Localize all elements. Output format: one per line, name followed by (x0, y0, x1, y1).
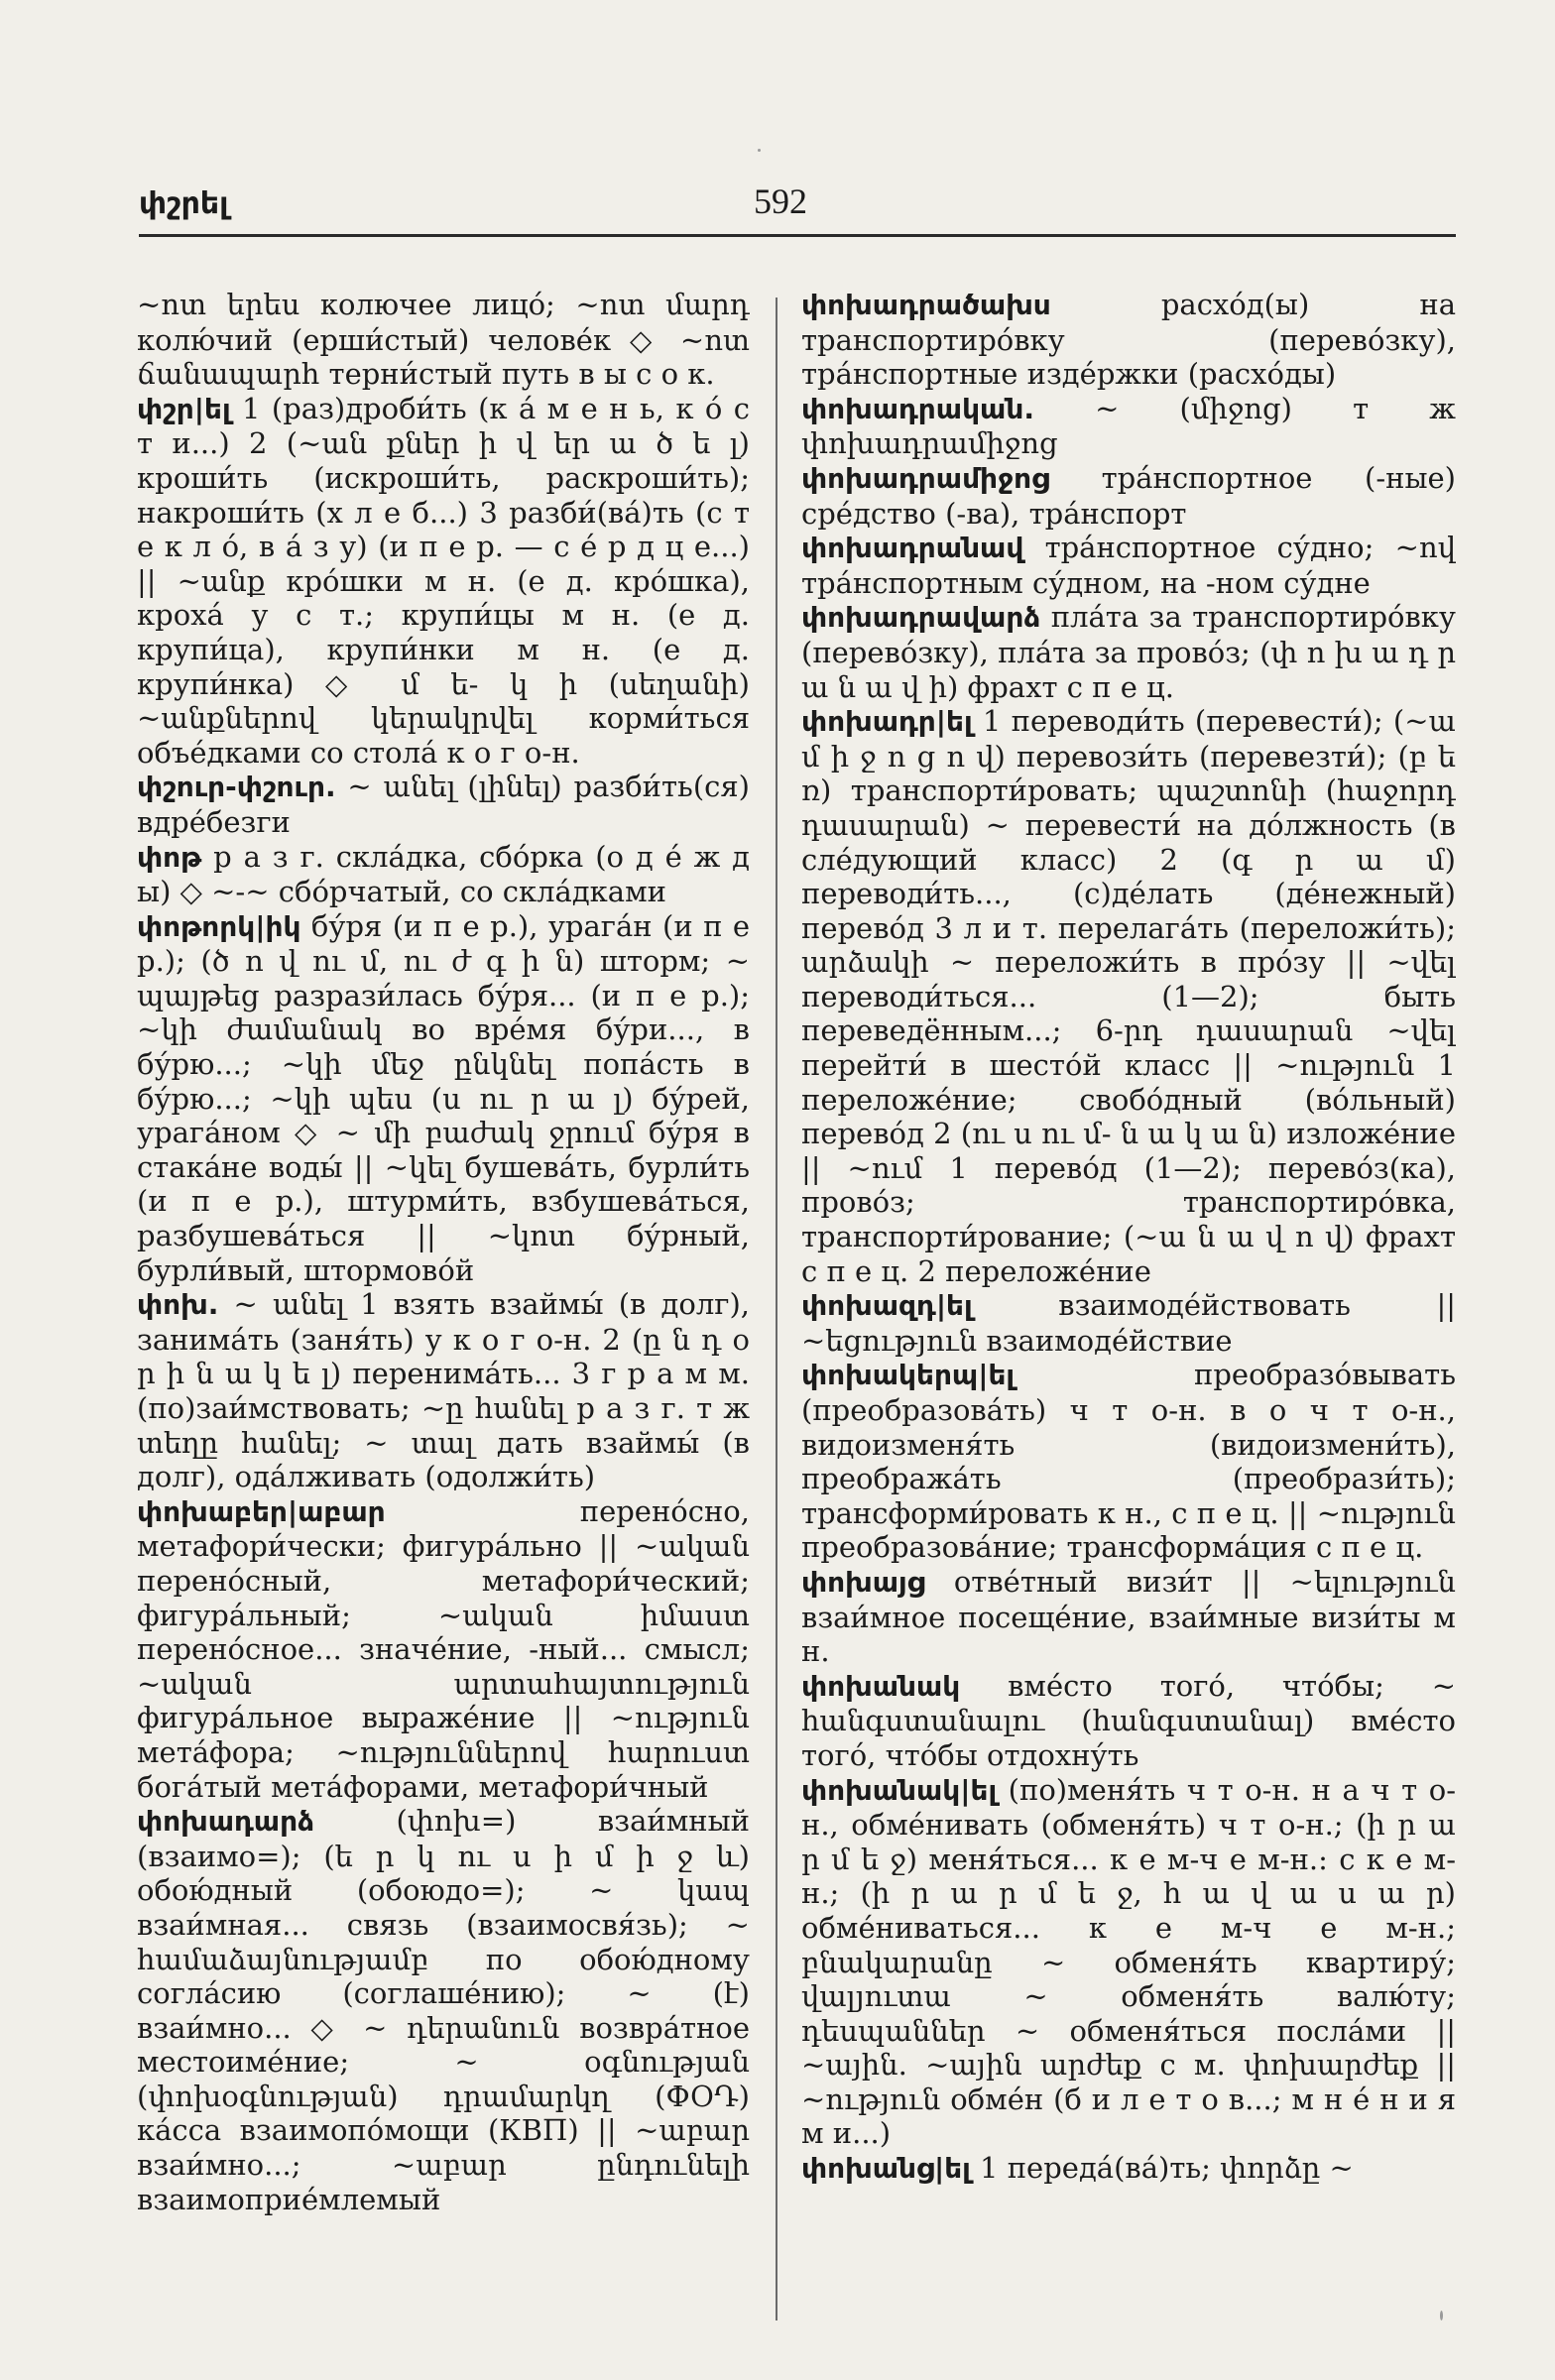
dictionary-entry (137, 288, 750, 392)
entry-definition: р а з г. склáдка, сбóрка (о д é ж д ы) ◇ ~-~ сбóрчатый, со склáдками (137, 839, 750, 909)
dictionary-entry (137, 909, 750, 1288)
entry-definition: вмéсто тогó, чтóбы; ~ հանգստանալու (հանգստանալ) вмéсто тогó, чтóбы отдохну́ть (801, 1668, 1456, 1772)
entry-headword: փոխազդ|ել (801, 1289, 973, 1323)
page-number: 592 (754, 181, 807, 221)
entry-headword: փոխակերպ|ել (801, 1359, 1016, 1392)
entry-headword: փոխ. (137, 1288, 219, 1322)
entry-definition: 1 (раз)дроби́ть (к á м е н ь, к о́ с т и...) 2 (~ան քներ ի վ եր ա ծ ե լ) кроши́ть (искроши́ть, раскроши́ть); накроши́ть (х л е б...) 3 разби́(вá)ть (с т е к л ó, в á з у) (и п е р. — с é р д ц е...) || ~անք крóшки м н. (е д. крóшка), крохá у с т.; крупи́цы м н. (е д. крупи́ца), крупи́нки м н. (е д. крупи́нка) ◇ մ ե- կ ի (սեղանի) ~անքներով կերակրվել корми́ться объéдками со столá к о г о-н. (137, 391, 750, 770)
entry-headword: փոխանց|ել (801, 2152, 971, 2186)
entry-headword: փոխաբեր|աբար (137, 1494, 386, 1528)
entry-headword: փոխադրանավ (801, 532, 1024, 565)
dictionary-entry (801, 1669, 1456, 1773)
dictionary-entry (801, 600, 1456, 704)
entry-definition: преобразóвывать (преобразовáть) ч т о-н. в о ч т о-н., видоизменя́ть (видоизмени́ть), преображáть (преобрази́ть); трансформи́ровать к н., с п е ц. || ~ություն преобразовáние; трансформáция с п е ц. (801, 1358, 1456, 1565)
entry-headword: փոխադրական. (801, 392, 1034, 425)
entry-definition: (փոխ=) взаи́мный (взаимо=); (ե ր կ ու ս ի մ ի ջ և) обою́дный (обоюдо=); ~ կապ взаи́мная... связь (взаимосвя́зь); ~ համաձայնությամբ по обою́дному соглáсию (соглашéнию); ~ (է) взаи́мно... ◇ ~ դերանուն возврáтное местоимéние; ~ օգնության (փոխօգնության) դրամարկղ (ՓՕԴ) кáсса взаимопóмощи (КВП) || ~աբար взаи́мно...; ~աբար ընդունելի взаимоприéмлемый (137, 1804, 750, 2216)
entry-headword: փոխադրամիջոց (801, 461, 1050, 495)
dictionary-entry (801, 1773, 1456, 2152)
entry-definition: взаимодéйствовать || ~եցություն взаимодéйствие (801, 1288, 1456, 1358)
entry-headword: փոխադրավարձ (801, 601, 1041, 635)
running-headword: փշրել (139, 186, 229, 221)
entry-headword: փոխայց (801, 1565, 925, 1599)
entry-definition: плáта за транспортирóвку (перевóзку), плáта за провóз; (փ ո խ ա դ ր ա ն ա վ ի) фрахт с п е ц. (801, 600, 1456, 704)
dictionary-entry (137, 770, 750, 839)
entry-definition: трáнспортное су́дно; ~ով трáнспортным су́дном, на -ном су́дне (801, 531, 1456, 600)
entry-definition: ~ոտ երես колючее лицо́; ~ոտ մարդ колю́чий (ерши́стый) человéк ◇ ~ոտ ճանապարհ терни́стый путь в ы с о к. (137, 288, 750, 392)
dictionary-entry (801, 704, 1456, 1288)
dictionary-entry (137, 1494, 750, 1804)
entry-definition: трáнспортное (-ные) срéдство (-ва), трáнспорт (801, 460, 1456, 531)
entry-definition: перенóсно, метафори́чески; фигурáльно || ~ական перенóсный, метафори́ческий; фигурáльный; ~ական իմաստ перенóсное... значéние, -ный... смысл; ~ական արտահայտություն фигурáльное выражéние || ~ություն метáфора; ~ություններով հարուստ богáтый метáфорами, метафори́чный (137, 1493, 750, 1804)
entry-definition: 1 переводи́ть (перевести́); (~ա մ ի ջ ո ց ո վ) перевози́ть (перевезти́); (բ ե ռ) транспорти́ровать; պաշտոնի (հաջորդ դասարան) ~ перевести́ на дóлжность (в слéдующий класс) 2 (գ ր ա մ) переводи́ть..., (с)дéлать (дéнежный) перевóд 3 л и т. перелагáть (переложи́ть); արձակի ~ переложи́ть в прóзу || ~վել переводи́ться... (1—2); быть переведённым...; 6-րդ դասարան ~վել перейти́ в шестóй класс || ~ություն 1 переложéние; свобóдный (вóльный) перевóд 2 (ու ս ու մ- ն ա կ ա ն) изложéние || ~ում 1 перевóд (1—2); перевóз(ка), провóз; транспортирóвка, транспорти́рование; (~ա ն ա վ ո վ) фрахт с п е ц. 2 переложéние (801, 704, 1456, 1288)
entry-headword: փոթորկ|իկ (137, 909, 301, 943)
left-column (137, 288, 750, 2330)
dictionary-entry (801, 531, 1456, 600)
dictionary-entry (137, 1287, 750, 1494)
dictionary-entry (137, 1804, 750, 2216)
dictionary-entry (137, 840, 750, 909)
dictionary-entry (801, 1565, 1456, 1669)
entry-headword: փոխադարձ (137, 1805, 314, 1839)
entry-definition: ~ անել (լինել) разби́ть(ся) вдрéбезги (137, 770, 750, 839)
scan-speck (758, 149, 761, 152)
dictionary-entry (801, 1358, 1456, 1565)
entry-definition: расхóд(ы) на транспортирóвку (перевóзку), трáнспортные издéржки (расхóды) (801, 288, 1456, 392)
entry-headword: փոթ (137, 840, 202, 874)
dictionary-entry (801, 392, 1456, 461)
entry-definition: (по)меня́ть ч т о-н. н а ч т о-н., обмéнивать (обменя́ть) ч т о-н.; (ի ր ա ր մ ե ջ) меня́ться... к е м-ч е м-н.: с к е м-н.; (ի ր ա ր մ ե ջ, հ ա վ ա ս ա ր) обмéниваться... к е м-ч е м-н.; բնակարանը ~ обменя́ть квартиру́; վալյուտա ~ обменя́ть валю́ту; դեսպաններ ~ обменя́ться послáми || ~ային. ~ային արժեք с м. փոխարժեք || ~ություն обмéн (б и л е т о в...; м н é н и я м и...) (801, 1772, 1456, 2151)
page-header (139, 181, 1456, 226)
scan-speck (1440, 2311, 1443, 2320)
entry-headword: փոխանակ (801, 1669, 961, 1703)
entry-definition: 1 передá(вá)ть; փորձը ~ (970, 2151, 1354, 2186)
column-divider (776, 298, 778, 2320)
entry-definition: ~ անել 1 взять взаймы́ (в долг), занимáть (заня́ть) у к о г о-н. 2 (ը ն դ օ ր ի ն ա կ ե լ) перенимáть... 3 г р а м м. (по)заи́мствовать; ~ը հանել р а з г. т ж տեղը հանել; ~ տալ дать взаймы́ (в долг), одáлживать (одолжи́ть) (137, 1287, 750, 1494)
dictionary-entry (137, 392, 750, 771)
dictionary-entry (801, 1288, 1456, 1358)
dictionary-entry (801, 461, 1456, 531)
header-rule (139, 234, 1456, 237)
entry-headword: փոխանակ|ել (801, 1773, 998, 1807)
entry-headword: փոխադրածախս (801, 289, 1051, 321)
entry-definition: бу́ря (и п е р.), урагáн (и п е р.); (ծ ո վ ու մ, ու ժ գ ի ն) шторм; ~ պայթեց разрази́лась бу́ря... (и п е р.); ~կի ժամանակ во врéмя бу́ри..., в бу́рю...; ~կի մեջ ընկնել попáсть в бу́рю...; ~կի պես (ս ու ր ա լ) бу́рей, урагáном ◇ ~ մի բաժակ ջրում бу́ря в стакáне воды́ || ~կել бушевáть, бурли́ть (и п е р.), штурми́ть, взбушевáться, разбушевáться || ~կոտ бу́рный, бурли́вый, штормовóй (137, 908, 750, 1287)
entry-definition: ~ (միջոց) т ж փոխադրամիջոց (801, 391, 1456, 461)
entry-headword: փշուր-փշուր. (137, 771, 336, 804)
dictionary-entry (801, 288, 1456, 392)
dictionary-entry (801, 2151, 1456, 2187)
entry-headword: փշր|ել (137, 392, 231, 425)
entry-headword: փոխադր|ել (801, 705, 973, 739)
right-column (801, 288, 1456, 2330)
entry-definition: отвéтный визи́т || ~ելություն взаи́мное посещéние, взаи́мные визи́ты м н. (801, 1564, 1456, 1669)
